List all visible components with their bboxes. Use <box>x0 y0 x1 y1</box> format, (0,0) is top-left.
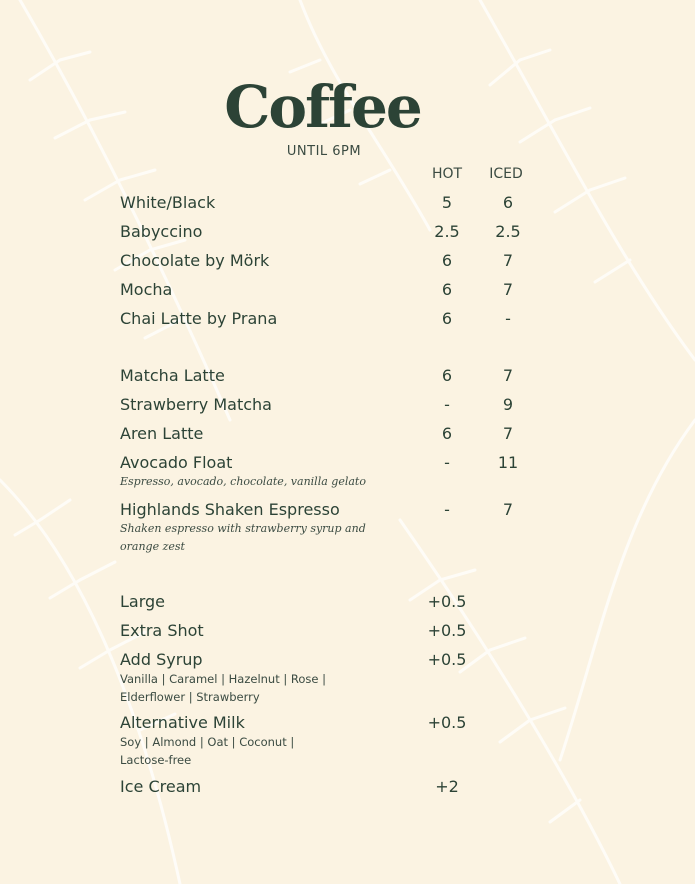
hot-price: 5 <box>441 193 453 212</box>
page-title: Coffee <box>224 73 421 141</box>
hot-price: - <box>444 453 450 472</box>
menu-item <box>120 500 420 556</box>
hot-price: 6 <box>441 309 453 328</box>
item-options-line: Elderflower | Strawberry <box>120 690 260 704</box>
iced-price: 7 <box>502 366 514 385</box>
iced-price: 9 <box>502 395 514 414</box>
item-name: Alternative Milk <box>120 713 245 732</box>
item-description-line: Shaken espresso with strawberry syrup and <box>120 522 366 535</box>
menu-item <box>120 309 420 329</box>
hot-price: - <box>444 500 450 519</box>
addon-item <box>120 592 420 612</box>
item-name: Aren Latte <box>120 424 204 443</box>
addon-price: +0.5 <box>427 621 467 640</box>
hot-price: 6 <box>441 280 453 299</box>
iced-price: 2.5 <box>495 222 521 241</box>
menu-item <box>120 453 420 491</box>
item-name: Strawberry Matcha <box>120 395 272 414</box>
item-name: Avocado Float <box>120 453 233 472</box>
menu-item <box>120 251 420 271</box>
menu-item <box>120 424 420 444</box>
menu-item <box>120 395 420 415</box>
hot-price: 2.5 <box>434 222 460 241</box>
iced-price: 7 <box>502 424 514 443</box>
item-name: Chai Latte by Prana <box>120 309 278 328</box>
item-options-line: Vanilla | Caramel | Hazelnut | Rose | <box>120 672 327 686</box>
item-name: Large <box>120 592 166 611</box>
item-name: Ice Cream <box>120 777 202 796</box>
iced-price: 7 <box>502 251 514 270</box>
hot-price: 6 <box>441 366 453 385</box>
menu-item <box>120 280 420 300</box>
iced-price: 7 <box>502 280 514 299</box>
iced-price: - <box>505 309 511 328</box>
item-options-line: Lactose-free <box>120 753 192 767</box>
addon-price: +0.5 <box>427 592 467 611</box>
iced-price: 6 <box>502 193 514 212</box>
page-subtitle: UNTIL 6PM <box>286 144 362 159</box>
addon-item <box>120 777 420 797</box>
addon-price: +2 <box>435 777 459 796</box>
menu-item <box>120 193 420 213</box>
hot-price: - <box>444 395 450 414</box>
addon-price: +0.5 <box>427 650 467 669</box>
addon-item <box>120 713 420 769</box>
item-name: Mocha <box>120 280 173 299</box>
hot-column-header: HOT <box>431 166 463 182</box>
addon-item <box>120 650 420 706</box>
item-name: Highlands Shaken Espresso <box>120 500 340 519</box>
item-options-line: Soy | Almond | Oat | Coconut | <box>120 735 295 749</box>
menu-item <box>120 366 420 386</box>
iced-price: 7 <box>502 500 514 519</box>
item-name: Extra Shot <box>120 621 204 640</box>
hot-price: 6 <box>441 251 453 270</box>
iced-price: 11 <box>497 453 519 472</box>
menu-item <box>120 222 420 242</box>
item-name: Babyccino <box>120 222 203 241</box>
iced-column-header: ICED <box>489 166 523 182</box>
item-name: White/Black <box>120 193 216 212</box>
item-name: Chocolate by Mörk <box>120 251 270 270</box>
addon-item <box>120 621 420 641</box>
hot-price: 6 <box>441 424 453 443</box>
addon-price: +0.5 <box>427 713 467 732</box>
item-description: Espresso, avocado, chocolate, vanilla gelato <box>120 475 366 488</box>
item-description-line: orange zest <box>120 540 185 553</box>
item-name: Matcha Latte <box>120 366 225 385</box>
item-name: Add Syrup <box>120 650 203 669</box>
